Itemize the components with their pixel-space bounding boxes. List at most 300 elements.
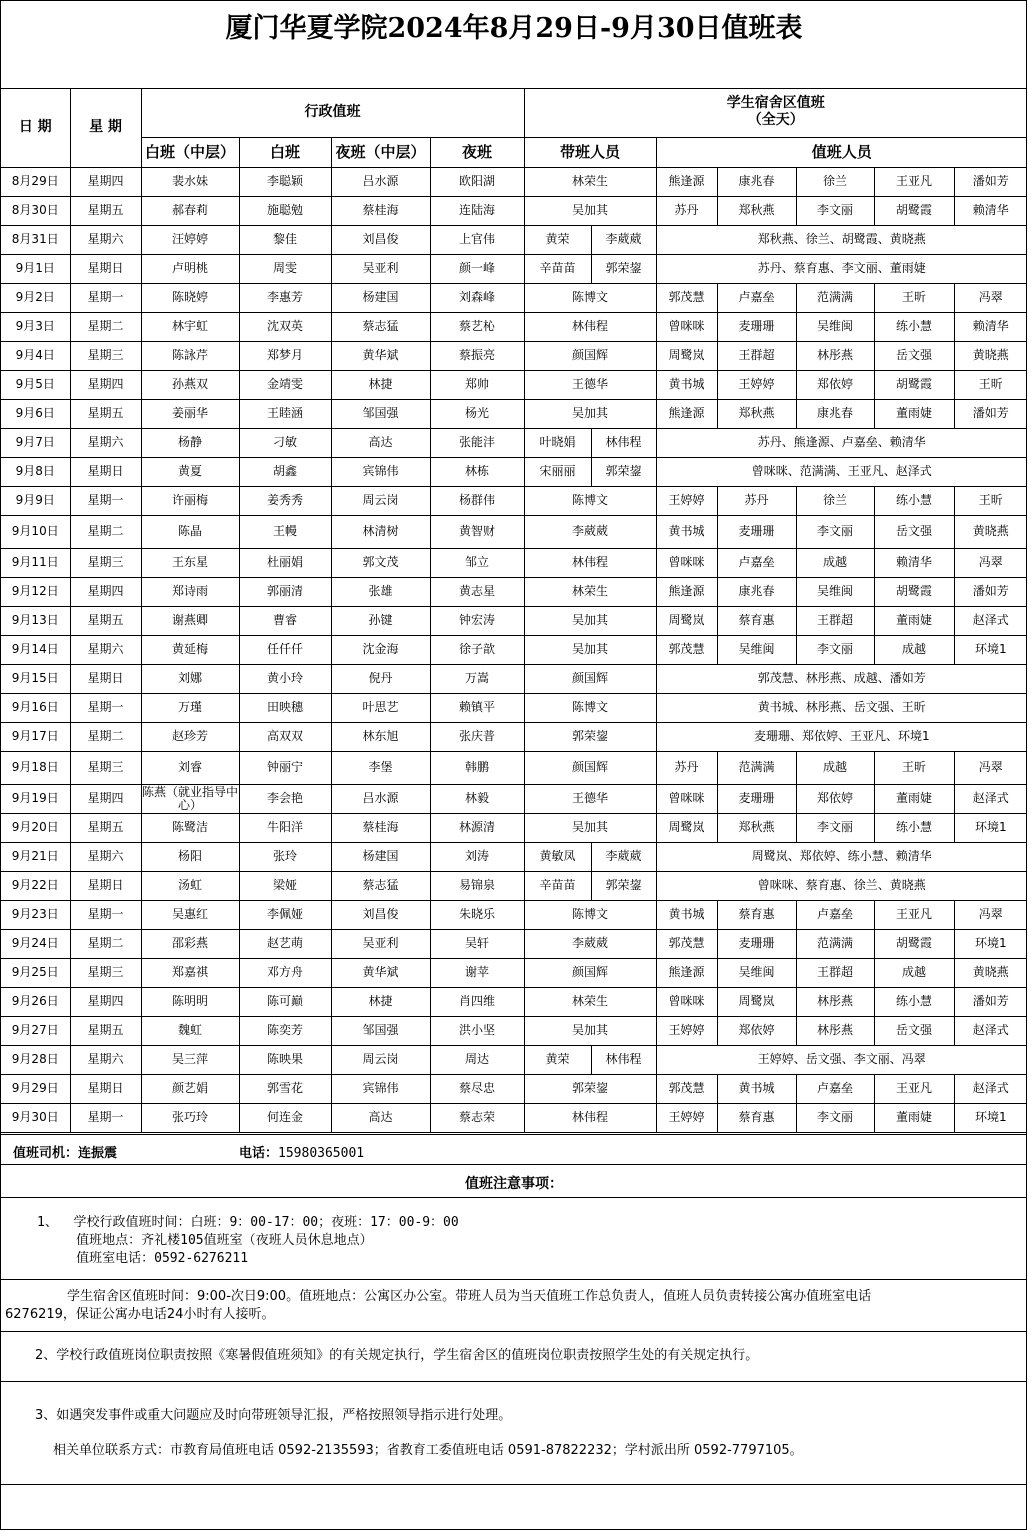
night-cell: 欧阳湖 [430,167,524,196]
staff-cell: 王昕 [954,486,1027,515]
leader-cell: 吴加其 [524,1016,656,1045]
night-cell: 刘森峰 [430,283,524,312]
table-row [1,370,1027,399]
table-row [1,929,1027,958]
day-cell: 郭雪花 [239,1074,331,1103]
day-mid-cell: 邵彩燕 [141,929,239,958]
date-cell: 9月16日 [1,693,70,722]
staff-cell: 郭茂慧 [656,635,717,664]
night-cell: 钟宏涛 [430,606,524,635]
leader-cell: 李葳葳 [591,842,656,871]
staff-cell: 黄书城 [656,370,717,399]
night-cell: 洪小坚 [430,1016,524,1045]
table-row [1,958,1027,987]
day-mid-cell: 黄延梅 [141,635,239,664]
staff-cell: 练小慧 [874,813,954,842]
table-row [1,722,1027,751]
night-mid-cell: 黄华斌 [331,341,430,370]
day-cell: 施聪勉 [239,196,331,225]
staff-cell: 康兆春 [717,577,796,606]
day-mid-cell: 孙燕双 [141,370,239,399]
header-leader: 带班人员 [524,137,656,167]
night-mid-cell: 吕水源 [331,167,430,196]
night-mid-cell: 杨建国 [331,283,430,312]
night-mid-cell: 蔡桂海 [331,813,430,842]
header-dorm-subtitle: （全天） [747,112,804,129]
night-mid-cell: 邹国强 [331,1016,430,1045]
leader-cell: 黄敏凤 [524,842,591,871]
staff-cell: 卢嘉垒 [717,283,796,312]
driver-info [13,1142,117,1161]
staff-cell: 苏丹 [717,486,796,515]
date-cell: 9月9日 [1,486,70,515]
date-cell: 9月29日 [1,1074,70,1103]
staff-cell: 熊逢源 [656,577,717,606]
staff-cell: 郑秋燕、徐兰、胡鹭霞、黄晓燕 [656,225,1027,254]
day-cell: 李惠芳 [239,283,331,312]
leader-cell: 李葳葳 [524,929,656,958]
staff-cell: 王婷婷、岳文强、李文丽、冯翠 [656,1045,1027,1074]
table-row [1,399,1027,428]
staff-cell: 黄书城、林彤燕、岳文强、王昕 [656,693,1027,722]
weekday-cell: 星期一 [70,283,141,312]
header-date: 日 期 [1,88,70,167]
note-1b: 学生宿舍区值班时间：9:00-次日9:00。值班地点：公寓区办公室。带班人员为当天值班工作总负责人，值班人员负责转接公寓办值班室电话 [67,1289,872,1304]
day-cell: 姜秀秀 [239,486,331,515]
weekday-cell: 星期五 [70,813,141,842]
day-mid-cell: 陈晓婷 [141,283,239,312]
staff-cell: 王婷婷 [717,370,796,399]
leader-cell: 颜国辉 [524,958,656,987]
night-mid-cell: 叶思艺 [331,693,430,722]
staff-cell: 成越 [796,751,874,784]
day-cell: 梁娅 [239,871,331,900]
day-mid-cell: 张巧玲 [141,1103,239,1132]
staff-cell: 王群超 [717,341,796,370]
staff-cell: 吴维闽 [717,958,796,987]
divider [1,1164,1027,1165]
weekday-cell: 星期日 [70,254,141,283]
weekday-cell: 星期三 [70,751,141,784]
leader-cell: 黄荣 [524,1045,591,1074]
note-4: 相关单位联系方式：市教育局值班电话 0592-2135593；省教育工委值班电话 0591-87822232；学村派出所 0592-7797105。 [53,1443,803,1458]
date-cell: 9月15日 [1,664,70,693]
staff-cell: 王群超 [796,606,874,635]
night-cell: 蔡尽忠 [430,1074,524,1103]
leader-cell: 颜国辉 [524,751,656,784]
table-row [1,486,1027,515]
table-row [1,871,1027,900]
day-mid-cell: 陈詠芹 [141,341,239,370]
staff-cell: 曾咪咪 [656,784,717,813]
staff-cell: 周鹭岚 [717,987,796,1016]
staff-cell: 苏丹、熊逢源、卢嘉垒、赖清华 [656,428,1027,457]
weekday-cell: 星期六 [70,225,141,254]
staff-cell: 曾咪咪、范满满、王亚凡、赵泽式 [656,457,1027,486]
header-staff: 值班人员 [656,137,1027,167]
night-cell: 颜一峰 [430,254,524,283]
night-mid-cell: 吴亚利 [331,929,430,958]
weekday-cell: 星期一 [70,900,141,929]
night-mid-cell: 刘昌俊 [331,225,430,254]
staff-cell: 王亚凡 [874,1074,954,1103]
day-mid-cell: 卢明桃 [141,254,239,283]
table-row [1,606,1027,635]
date-cell: 9月1日 [1,254,70,283]
date-cell: 9月24日 [1,929,70,958]
day-cell: 邓方舟 [239,958,331,987]
staff-cell: 麦珊珊、郑依婷、王亚凡、环境1 [656,722,1027,751]
staff-cell: 周鹭岚、郑依婷、练小慧、赖清华 [656,842,1027,871]
staff-cell: 董雨婕 [874,1103,954,1132]
staff-cell: 赵泽式 [954,606,1027,635]
weekday-cell: 星期六 [70,635,141,664]
leader-cell: 吴加其 [524,635,656,664]
weekday-cell: 星期二 [70,722,141,751]
staff-cell: 李文丽 [796,515,874,548]
day-cell: 牛阳洋 [239,813,331,842]
header-day: 白班 [239,137,331,167]
header-dorm-duty [524,88,1027,137]
night-cell: 赖镇平 [430,693,524,722]
staff-cell: 蔡育惠 [717,900,796,929]
leader-cell: 林荣生 [524,577,656,606]
date-cell: 9月25日 [1,958,70,987]
table-row [1,577,1027,606]
staff-cell: 郑依婷 [796,370,874,399]
divider [1,1484,1027,1485]
day-mid-cell: 黄夏 [141,457,239,486]
table-row [1,784,1027,813]
staff-cell: 成越 [874,958,954,987]
staff-cell: 苏丹 [656,751,717,784]
weekday-cell: 星期四 [70,577,141,606]
staff-cell: 董雨婕 [874,784,954,813]
staff-cell: 周鹭岚 [656,606,717,635]
night-cell: 刘涛 [430,842,524,871]
table-row [1,312,1027,341]
day-mid-cell: 陈明明 [141,987,239,1016]
staff-cell: 林彤燕 [796,1016,874,1045]
day-mid-cell: 郑诗雨 [141,577,239,606]
day-cell: 李会艳 [239,784,331,813]
staff-cell: 曾咪咪、蔡育惠、徐兰、黄晓燕 [656,871,1027,900]
staff-cell: 环境1 [954,1103,1027,1132]
staff-cell: 黄晓燕 [954,341,1027,370]
staff-cell: 徐兰 [796,167,874,196]
day-cell: 任仟仟 [239,635,331,664]
night-mid-cell: 高达 [331,1103,430,1132]
leader-cell: 王德华 [524,784,656,813]
staff-cell: 潘如芳 [954,987,1027,1016]
table-row [1,1074,1027,1103]
leader-cell: 吴加其 [524,196,656,225]
day-mid-cell: 汤虹 [141,871,239,900]
weekday-cell: 星期五 [70,196,141,225]
staff-cell: 康兆春 [796,399,874,428]
day-cell: 李佩娅 [239,900,331,929]
night-cell: 韩鹏 [430,751,524,784]
staff-cell: 环境1 [954,635,1027,664]
weekday-cell: 星期四 [70,987,141,1016]
day-mid-cell: 吴三萍 [141,1045,239,1074]
day-cell: 周雯 [239,254,331,283]
night-cell: 徐子歆 [430,635,524,664]
table-row [1,900,1027,929]
table-row [1,225,1027,254]
night-cell: 周达 [430,1045,524,1074]
staff-cell: 胡鹭霞 [874,929,954,958]
leader-cell: 吴加其 [524,813,656,842]
day-mid-cell: 姜丽华 [141,399,239,428]
staff-cell: 赖清华 [954,312,1027,341]
date-cell: 9月2日 [1,283,70,312]
staff-cell: 卢嘉垒 [796,900,874,929]
staff-cell: 王昕 [874,283,954,312]
date-cell: 9月30日 [1,1103,70,1132]
weekday-cell: 星期三 [70,958,141,987]
leader-cell: 林伟程 [524,548,656,577]
leader-cell: 陈博文 [524,283,656,312]
staff-cell: 王婷婷 [656,1016,717,1045]
leader-cell: 宋丽丽 [524,457,591,486]
header-night: 夜班 [430,137,524,167]
night-cell: 黄智财 [430,515,524,548]
note-3: 3、如遇突发事件或重大问题应及时向带班领导汇报，严格按照领导指示进行处理。 [35,1408,512,1423]
staff-cell: 李文丽 [796,1103,874,1132]
night-mid-cell: 孙键 [331,606,430,635]
night-mid-cell: 林东旭 [331,722,430,751]
staff-cell: 徐兰 [796,486,874,515]
day-mid-cell: 杨静 [141,428,239,457]
date-cell: 9月20日 [1,813,70,842]
header-dorm-title: 学生宿舍区值班 [726,95,825,112]
day-cell: 杜丽娟 [239,548,331,577]
weekday-cell: 星期一 [70,1103,141,1132]
table-row [1,635,1027,664]
staff-cell: 李文丽 [796,813,874,842]
weekday-cell: 星期六 [70,428,141,457]
staff-cell: 赖清华 [954,196,1027,225]
header-night-mid: 夜班（中层） [331,137,430,167]
staff-cell: 熊逢源 [656,958,717,987]
date-cell: 8月29日 [1,167,70,196]
staff-cell: 赵泽式 [954,1016,1027,1045]
weekday-cell: 星期五 [70,1016,141,1045]
header-row-1 [1,88,1027,137]
day-cell: 王睦涵 [239,399,331,428]
night-mid-cell: 蔡志猛 [331,312,430,341]
date-cell: 9月27日 [1,1016,70,1045]
divider [1,1134,1027,1135]
day-mid-cell: 魏虹 [141,1016,239,1045]
date-cell: 9月4日 [1,341,70,370]
date-cell: 9月3日 [1,312,70,341]
night-cell: 林毅 [430,784,524,813]
staff-cell: 冯翠 [954,900,1027,929]
leader-cell: 李葳葳 [524,515,656,548]
night-cell: 蔡艺杺 [430,312,524,341]
staff-cell: 范满满 [796,283,874,312]
staff-cell: 范满满 [717,751,796,784]
night-mid-cell: 沈金海 [331,635,430,664]
day-mid-cell: 万瑾 [141,693,239,722]
day-cell: 曹睿 [239,606,331,635]
night-cell: 张能沣 [430,428,524,457]
weekday-cell: 星期日 [70,871,141,900]
table-row [1,548,1027,577]
staff-cell: 王亚凡 [874,167,954,196]
night-cell: 蔡振亮 [430,341,524,370]
staff-cell: 赵泽式 [954,1074,1027,1103]
staff-cell: 练小慧 [874,486,954,515]
weekday-cell: 星期二 [70,312,141,341]
leader-cell: 林伟程 [524,1103,656,1132]
night-cell: 林栋 [430,457,524,486]
staff-cell: 冯翠 [954,283,1027,312]
staff-cell: 王亚凡 [874,900,954,929]
day-cell: 郑梦月 [239,341,331,370]
day-cell: 张玲 [239,842,331,871]
leader-cell: 陈博文 [524,486,656,515]
leader-cell: 辛苗苗 [524,254,591,283]
staff-cell: 胡鹭霞 [874,577,954,606]
staff-cell: 熊逢源 [656,167,717,196]
staff-cell: 王婷婷 [656,486,717,515]
night-mid-cell: 黄华斌 [331,958,430,987]
day-mid-cell: 陈鹭洁 [141,813,239,842]
night-mid-cell: 杨建国 [331,842,430,871]
weekday-cell: 星期四 [70,784,141,813]
staff-cell: 王昕 [874,751,954,784]
staff-cell: 岳文强 [874,341,954,370]
date-cell: 8月31日 [1,225,70,254]
staff-cell: 王婷婷 [656,1103,717,1132]
page-title: 厦门华夏学院2024年8月29日-9月30日值班表 [1,1,1027,89]
date-cell: 9月28日 [1,1045,70,1074]
staff-cell: 董雨婕 [874,399,954,428]
leader-cell: 李葳葳 [591,225,656,254]
staff-cell: 曾咪咪 [656,987,717,1016]
night-cell: 郑帅 [430,370,524,399]
day-cell: 李聪颖 [239,167,331,196]
table-row [1,254,1027,283]
day-cell: 陈可巅 [239,987,331,1016]
night-cell: 连陆海 [430,196,524,225]
header-admin-duty: 行政值班 [141,88,524,137]
night-mid-cell: 宾锦伟 [331,457,430,486]
phone-label: 电话： [239,1146,279,1161]
staff-cell: 林彤燕 [796,341,874,370]
weekday-cell: 星期三 [70,341,141,370]
divider [1,1197,1027,1198]
table-row [1,1103,1027,1132]
staff-cell: 林彤燕 [796,987,874,1016]
date-cell: 9月23日 [1,900,70,929]
day-cell: 刁敏 [239,428,331,457]
staff-cell: 岳文强 [874,515,954,548]
night-mid-cell: 倪丹 [331,664,430,693]
date-cell: 9月13日 [1,606,70,635]
staff-cell: 胡鹭霞 [874,196,954,225]
night-cell: 邹立 [430,548,524,577]
staff-cell: 王群超 [796,958,874,987]
night-cell: 易锦泉 [430,871,524,900]
date-cell: 9月14日 [1,635,70,664]
day-mid-cell: 许丽梅 [141,486,239,515]
phone-value: 15980365001 [278,1146,365,1161]
staff-cell: 曾咪咪 [656,312,717,341]
night-cell: 肖四维 [430,987,524,1016]
staff-cell: 黄晓燕 [954,958,1027,987]
staff-cell: 郑依婷 [717,1016,796,1045]
staff-cell: 胡鹭霞 [874,370,954,399]
table-row [1,693,1027,722]
day-mid-cell: 林宇虹 [141,312,239,341]
day-cell: 郭丽清 [239,577,331,606]
night-cell: 朱晓乐 [430,900,524,929]
staff-cell: 吴维闽 [796,577,874,606]
leader-cell: 陈博文 [524,900,656,929]
staff-cell: 赖清华 [874,548,954,577]
staff-cell: 董雨婕 [874,606,954,635]
day-mid-cell: 汪婷婷 [141,225,239,254]
day-mid-cell: 颜艺娟 [141,1074,239,1103]
night-cell: 张庆普 [430,722,524,751]
day-mid-cell: 谢燕卿 [141,606,239,635]
staff-cell: 熊逢源 [656,399,717,428]
staff-cell: 成越 [796,548,874,577]
date-cell: 9月11日 [1,548,70,577]
staff-cell: 麦珊珊 [717,312,796,341]
leader-cell: 王德华 [524,370,656,399]
staff-cell: 麦珊珊 [717,929,796,958]
date-cell: 9月18日 [1,751,70,784]
date-cell: 9月22日 [1,871,70,900]
weekday-cell: 星期六 [70,842,141,871]
night-mid-cell: 张雄 [331,577,430,606]
table-row [1,751,1027,784]
staff-cell: 练小慧 [874,987,954,1016]
table-row [1,987,1027,1016]
day-mid-cell: 刘娜 [141,664,239,693]
staff-cell: 康兆春 [717,167,796,196]
night-cell: 黄志星 [430,577,524,606]
day-cell: 金靖雯 [239,370,331,399]
duty-table [1,88,1027,1133]
staff-cell: 赵泽式 [954,784,1027,813]
staff-cell: 麦珊珊 [717,515,796,548]
day-mid-cell: 王东星 [141,548,239,577]
leader-cell: 郭荣鋆 [524,1074,656,1103]
header-day-mid: 白班（中层） [141,137,239,167]
staff-cell: 黄书城 [717,1074,796,1103]
day-cell: 赵艺萌 [239,929,331,958]
weekday-cell: 星期一 [70,693,141,722]
night-mid-cell: 李堡 [331,751,430,784]
leader-cell: 林伟程 [524,312,656,341]
table-row [1,1016,1027,1045]
leader-cell: 林荣生 [524,987,656,1016]
day-mid-cell: 赵珍芳 [141,722,239,751]
date-cell: 9月6日 [1,399,70,428]
night-mid-cell: 吴亚利 [331,254,430,283]
night-cell: 杨光 [430,399,524,428]
leader-cell: 郭荣鋆 [591,254,656,283]
table-row [1,457,1027,486]
day-cell: 胡鑫 [239,457,331,486]
note-1: 1、 学校行政值班时间：白班：9：00-17：00；夜班：17：00-9：00 值班地点：齐礼楼105值班室（夜班人员休息地点） 值班室电话：0592-6276211 [37,1215,459,1266]
